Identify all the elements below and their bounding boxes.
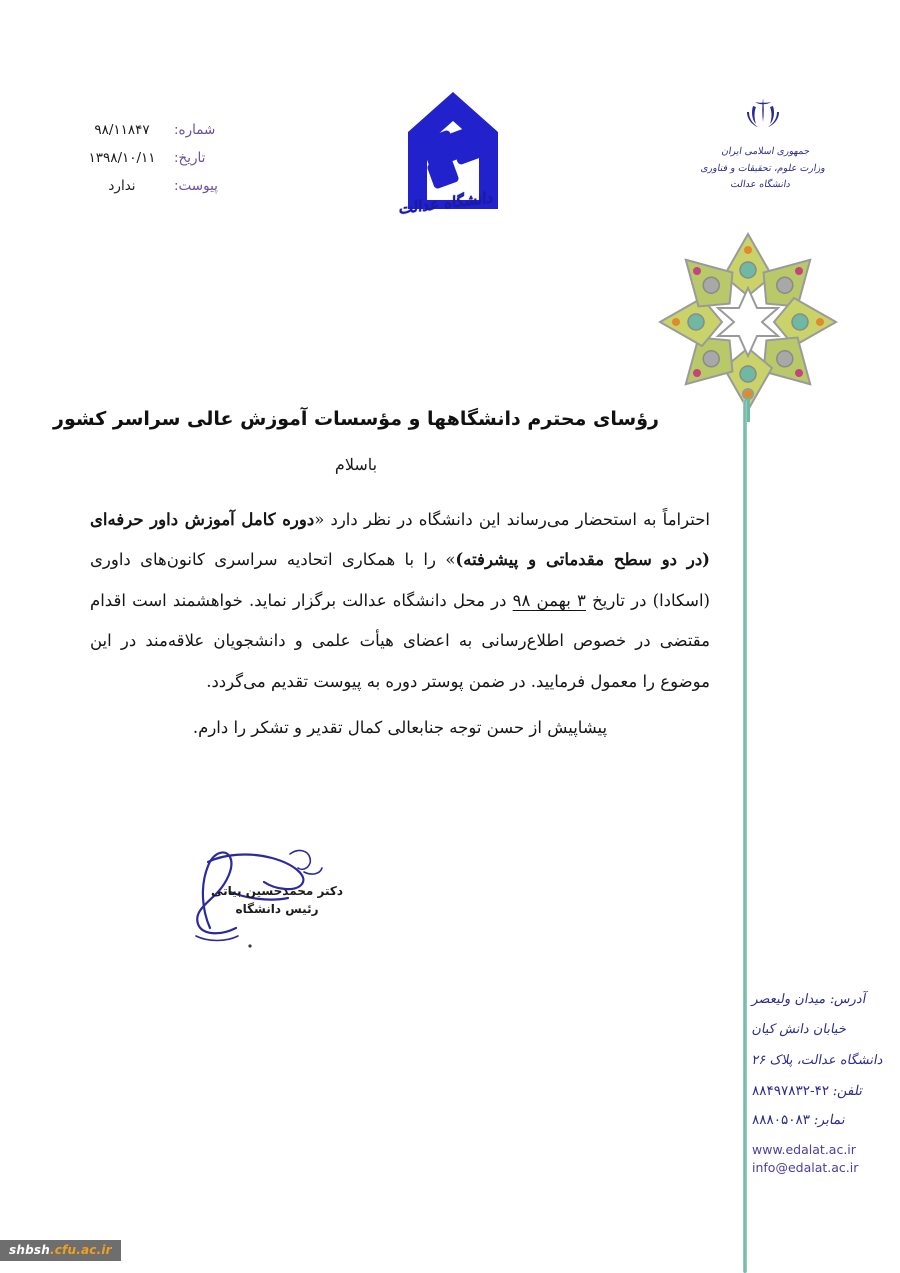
star-medallion-ornament: [648, 222, 848, 422]
signatory-title: رئیس دانشگاه: [235, 902, 319, 916]
meta-row-attachment: [70, 178, 230, 206]
iran-emblem-icon: [741, 92, 785, 136]
fax-value: ۸۸۸۰۵۰۸۳: [752, 1111, 811, 1128]
phone-value: ۸۸۴۹۷۸۳۲-۴۲: [752, 1082, 830, 1099]
emblem-text-lines: [684, 144, 842, 194]
watermark-primary-text: shbsh: [9, 1243, 50, 1257]
signature-block: [172, 832, 362, 952]
address-line-3: دانشگاه عدالت، پلاک ۲۶: [750, 1052, 885, 1068]
address-line-1: آدرس: میدان ولیعصر: [750, 992, 868, 1007]
vertical-decorative-rule: [743, 400, 747, 1273]
event-date-underlined: ۳ بهمن ۹۸: [512, 590, 586, 610]
address-line-2: خیابان دانش کیان: [750, 1022, 848, 1038]
university-logo: [378, 88, 528, 216]
closing-line: پیشاپیش از حسن توجه جنابعالی کمال تقدیر و تشکر را دارم.: [192, 718, 608, 737]
meta-row-number: [70, 122, 230, 150]
emblem-line-ministry: وزارت علوم، تحقیقات و فناوری: [699, 162, 827, 174]
attachment-label: پیوست:: [174, 178, 218, 194]
number-value: ۹۸/۱۱۸۴۷: [94, 122, 150, 138]
body-segment-3: در محل دانشگاه عدالت برگزار نماید. خواهشمند است اقدام مقتضی در خصوص اطلاع‌رسانی به اعضای هیأت علمی و دانشجویان علاقه‌مند در این موضوع را معمول فرمایید. در ضمن پوستر دوره به پیوست تقدیم می‌گردد.: [90, 590, 710, 691]
letter-meta-block: [70, 122, 230, 206]
footer-contact-block: [752, 992, 892, 1177]
date-value: ۱۳۹۸/۱۰/۱۱: [88, 150, 156, 166]
eight-pointed-star-icon: [648, 222, 848, 422]
body-segment-1: احتراماً به استحضار می‌رساند این دانشگاه در نظر دارد «: [314, 510, 710, 529]
date-label: تاریخ:: [174, 150, 206, 166]
watermark-secondary-text: .cfu.ac.ir: [49, 1243, 112, 1257]
source-watermark-badge: [0, 1240, 121, 1261]
emblem-line-country: جمهوری اسلامی ایران: [720, 146, 811, 157]
body-segment-2: » را با همکاری اتحادیه سراسری کانون‌های داوری (اسکادا) در تاریخ: [90, 550, 710, 610]
signatory-name: دکتر محمدحسین بیاتی: [210, 884, 344, 898]
email-address[interactable]: info@edalat.ac.ir: [752, 1159, 859, 1175]
state-emblem: [688, 92, 838, 194]
number-label: شماره:: [174, 122, 216, 138]
phone-row: [752, 1083, 892, 1099]
course-title-bold: دوره کامل آموزش داور حرفه‌ای (در دو سطح مقدماتی و پیشرفته): [90, 510, 710, 570]
emblem-line-university: دانشگاه عدالت: [729, 179, 792, 191]
phone-label: تلفن:: [831, 1082, 865, 1099]
meta-row-date: [70, 150, 230, 178]
salutation-line: باسلام: [334, 455, 378, 474]
fax-label: نمابر:: [812, 1111, 847, 1128]
fax-row: [752, 1112, 892, 1128]
letter-body-paragraph: [90, 500, 710, 702]
addressee-line: رؤسای محترم دانشگاهها و مؤسسات آموزش عالی سراسر کشور: [53, 408, 659, 430]
logo-script-text: دانشگاه عدالت: [398, 188, 494, 218]
website-url[interactable]: www.edalat.ac.ir: [752, 1141, 856, 1157]
attachment-value: ندارد: [108, 178, 136, 194]
